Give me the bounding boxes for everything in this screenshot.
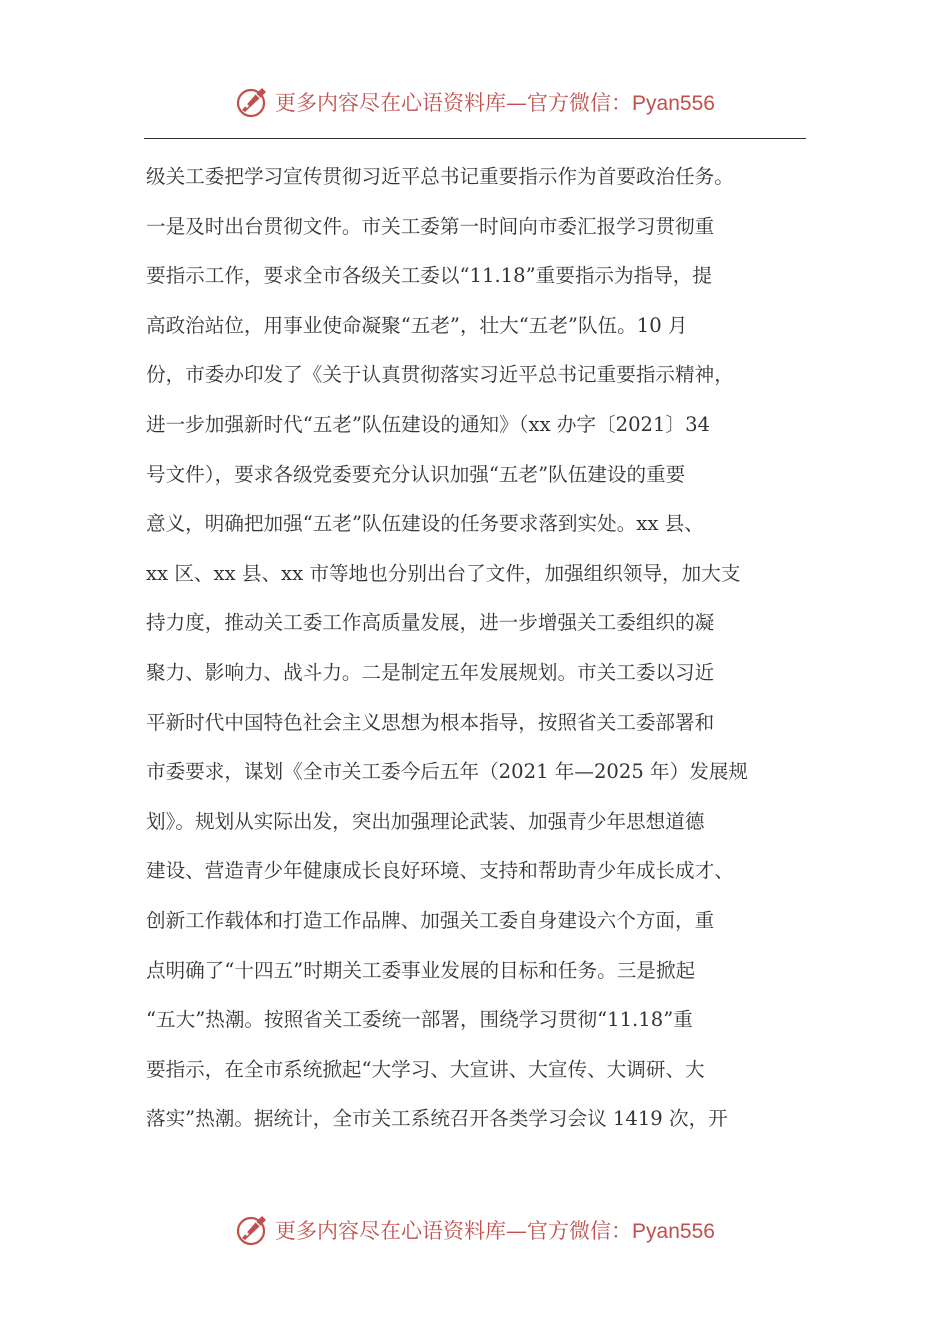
body-text-line: 要指示工作，要求全市各级关工委以“11.18”重要指示为指导，提	[146, 264, 712, 288]
banner-text-wechat: 官方微信：Pyan556	[527, 1220, 715, 1243]
header-banner	[0, 80, 950, 124]
body-text-line: 持力度，推动关工委工作高质量发展，进一步增强关工委组织的凝	[146, 611, 715, 635]
body-text-line: 点明确了“十四五”时期关工委事业发展的目标和任务。三是掀起	[146, 958, 696, 982]
banner-text-wechat: 官方微信：Pyan556	[527, 92, 715, 115]
pen-nib-seal-icon	[235, 84, 271, 120]
body-text-line: 进一步加强新时代“五老”队伍建设的通知》（xx 办字〔2021〕34	[146, 412, 711, 436]
pen-nib-seal-icon	[235, 1212, 271, 1248]
header-divider	[144, 138, 806, 139]
body-text-line: 划》。规划从实际出发，突出加强理论武装、加强青少年思想道德	[146, 809, 705, 833]
banner-text-main: 更多内容尽在心语资料库—	[275, 91, 528, 115]
body-text-line: 高政治站位，用事业使命凝聚“五老”，壮大“五老”队伍。10 月	[146, 313, 688, 337]
body-text-line: 意义，明确把加强“五老”队伍建设的任务要求落到实处。xx 县、	[146, 512, 704, 536]
body-text-line: 平新时代中国特色社会主义思想为根本指导，按照省关工委部署和	[146, 710, 715, 734]
body-text-line: 创新工作载体和打造工作品牌、加强关工委自身建设六个方面，重	[146, 908, 715, 932]
document-body	[146, 152, 806, 1144]
body-text-line: xx 区、xx 县、xx 市等地也分别出台了文件，加强组织领导，加大支	[146, 561, 741, 585]
body-text-line: 级关工委把学习宣传贯彻习近平总书记重要指示作为首要政治任务。	[146, 165, 734, 188]
body-text-line: 落实”热潮。据统计，全市关工系统召开各类学习会议 1419 次，开	[146, 1107, 728, 1131]
body-text-line: 号文件），要求各级党委要充分认识加强“五老”队伍建设的重要	[146, 462, 686, 486]
body-text-line: “五大”热潮。按照省关工委统一部署，围绕学习贯彻“11.18”重	[146, 1008, 693, 1032]
body-text-line: 聚力、影响力、战斗力。二是制定五年发展规划。市关工委以习近	[146, 660, 715, 684]
banner-text-main: 更多内容尽在心语资料库—	[275, 1219, 528, 1243]
footer-banner	[0, 1208, 950, 1252]
body-text-line: 建设、营造青少年健康成长良好环境、支持和帮助青少年成长成才、	[146, 859, 734, 883]
body-text-line: 份，市委办印发了《关于认真贯彻落实习近平总书记重要指示精神，	[146, 363, 734, 387]
body-text-line: 市委要求，谋划《全市关工委今后五年（2021 年—2025 年）发展规	[146, 760, 749, 784]
body-text-line: 要指示，在全市系统掀起“大学习、大宣讲、大宣传、大调研、大	[146, 1057, 705, 1081]
body-text-line: 一是及时出台贯彻文件。市关工委第一时间向市委汇报学习贯彻重	[146, 214, 715, 238]
